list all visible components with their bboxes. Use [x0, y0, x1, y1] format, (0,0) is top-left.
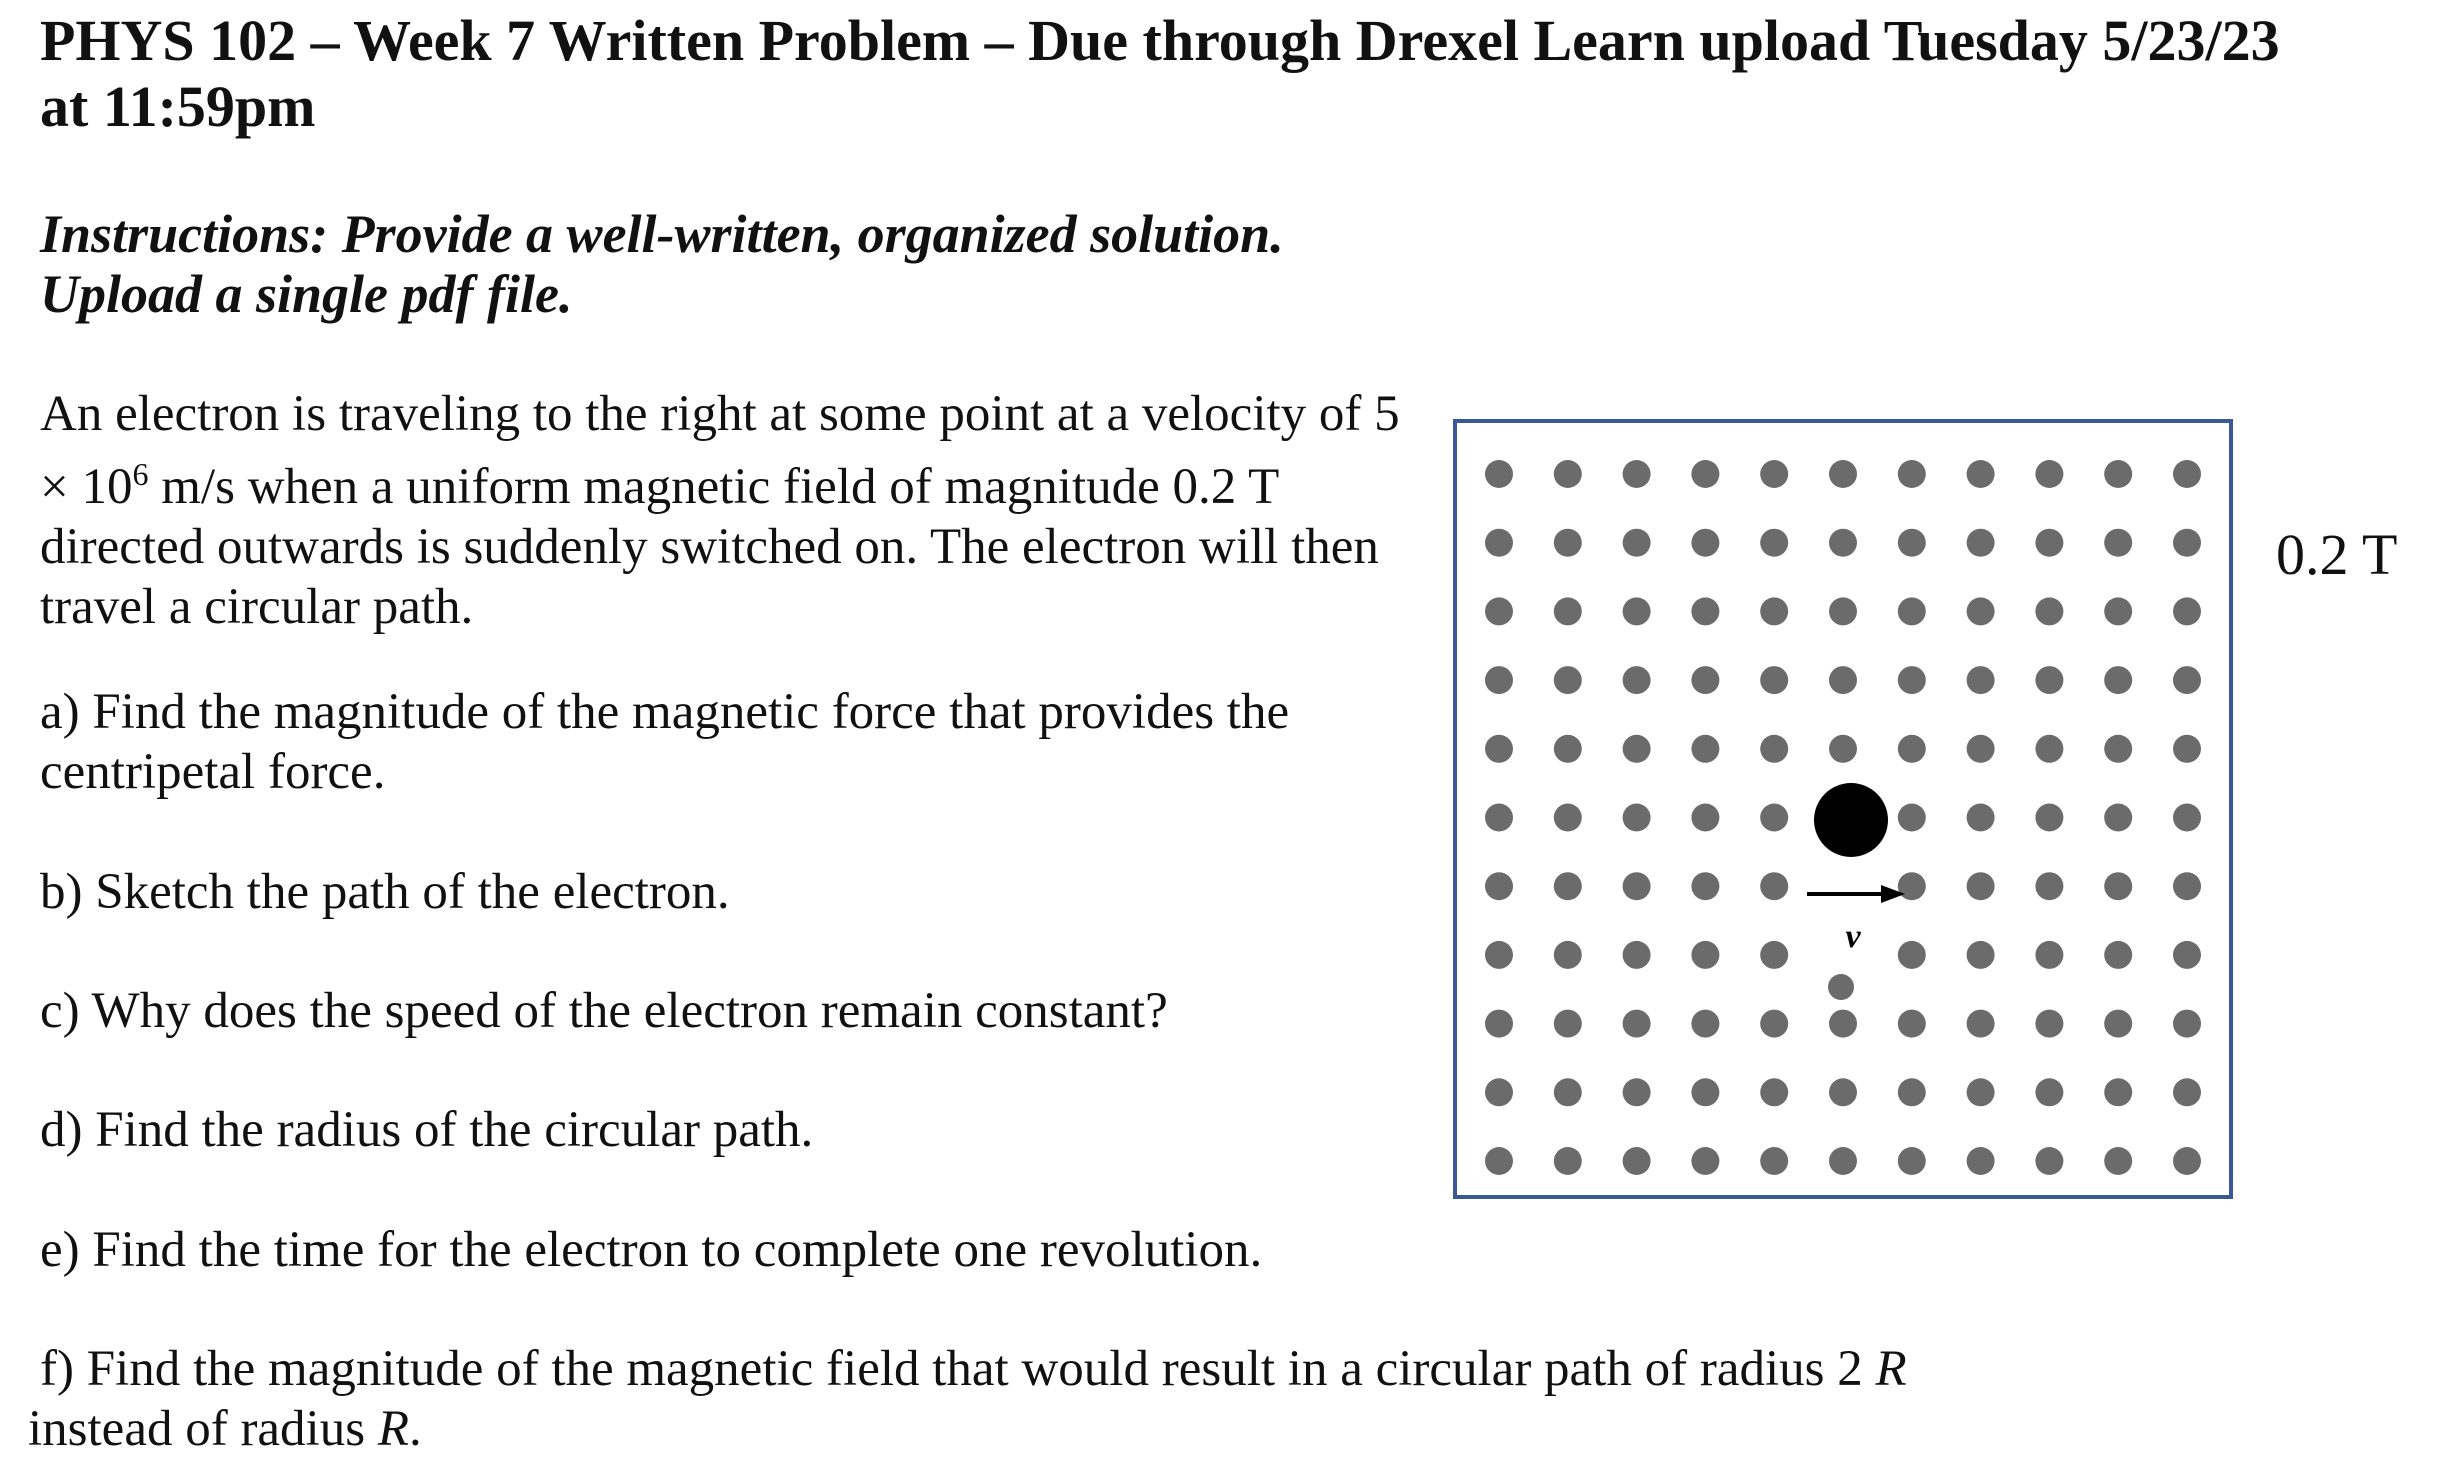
- field-dot: [2173, 666, 2201, 694]
- field-dot: [2035, 460, 2063, 488]
- field-dot: [1967, 804, 1995, 832]
- field-dot: [1691, 460, 1719, 488]
- field-dot: [2104, 1078, 2132, 1106]
- field-dot: [1898, 1010, 1926, 1038]
- field-dot: [1623, 666, 1651, 694]
- field-dot: [1967, 1010, 1995, 1038]
- field-dot: [1485, 1078, 1513, 1106]
- part-a: a) Find the magnitude of the magnetic force that provides the centripetal force.: [40, 684, 1290, 800]
- field-dot: [1554, 666, 1582, 694]
- part-f-text-start: f) Find the magnitude of the magnetic field that would result in a circular path of radius 2: [40, 1341, 1876, 1397]
- field-dot: [2035, 1078, 2063, 1106]
- field-dot: [1898, 804, 1926, 832]
- field-dot: [1898, 1078, 1926, 1106]
- field-dot: [2104, 597, 2132, 625]
- field-dot: [2104, 804, 2132, 832]
- field-dot: [1829, 1010, 1857, 1038]
- field-dot: [1829, 735, 1857, 763]
- field-dot: [1898, 666, 1926, 694]
- field-dot: [1898, 872, 1926, 900]
- field-dot: [1829, 1147, 1857, 1175]
- field-dot: [1623, 597, 1651, 625]
- part-c: c) Why does the speed of the electron remain constant?: [40, 983, 1168, 1039]
- page-title: PHYS 102 – Week 7 Written Problem – Due through Drexel Learn upload Tuesday 5/23/23 at 11:59pm: [40, 8, 2280, 139]
- field-dot: [1691, 529, 1719, 557]
- field-dot: [1967, 666, 1995, 694]
- field-dot: [1554, 804, 1582, 832]
- field-dot: [1691, 666, 1719, 694]
- instructions-text: Instructions: Provide a well-written, organized solution. Upload a single pdf file.: [40, 204, 1284, 324]
- field-dot: [1554, 1078, 1582, 1106]
- field-dot: [2035, 735, 2063, 763]
- intro-text-end: m/s when a uniform magnetic field of magnitude 0.2 T directed outwards is suddenly switched on. The electron will then travel a circular path.: [40, 459, 1379, 635]
- field-dot: [2035, 597, 2063, 625]
- field-dot: [2035, 804, 2063, 832]
- field-dot: [1898, 460, 1926, 488]
- field-dot: [1760, 872, 1788, 900]
- part-b: b) Sketch the path of the electron.: [40, 864, 730, 920]
- field-dot: [1623, 460, 1651, 488]
- field-dot: [1898, 529, 1926, 557]
- field-dot: [1554, 597, 1582, 625]
- field-dot: [2104, 460, 2132, 488]
- intro-exponent: 6: [132, 456, 149, 492]
- field-dot: [1760, 666, 1788, 694]
- field-dot: [2035, 666, 2063, 694]
- field-dot: [2173, 1078, 2201, 1106]
- field-dot: [2104, 1010, 2132, 1038]
- field-dot: [1554, 1147, 1582, 1175]
- field-dot: [1623, 804, 1651, 832]
- field-dot: [1967, 1147, 1995, 1175]
- field-dot: [1760, 597, 1788, 625]
- field-dot: [1485, 735, 1513, 763]
- field-dot: [1623, 1010, 1651, 1038]
- velocity-arrow: [1807, 885, 1905, 903]
- field-dot: [1485, 597, 1513, 625]
- field-dot: [1554, 460, 1582, 488]
- field-dot: [1623, 1147, 1651, 1175]
- field-dot: [2173, 460, 2201, 488]
- field-dot: [1898, 941, 1926, 969]
- field-dot: [1485, 804, 1513, 832]
- field-dot: [1760, 460, 1788, 488]
- field-dot: [2173, 597, 2201, 625]
- field-dot: [2104, 735, 2132, 763]
- field-dot: [1485, 1010, 1513, 1038]
- field-dot: [2104, 872, 2132, 900]
- part-e: e) Find the time for the electron to complete one revolution.: [40, 1222, 1263, 1278]
- electron-dot: [1814, 783, 1888, 857]
- field-dot: [2173, 804, 2201, 832]
- field-dot: [1967, 1078, 1995, 1106]
- field-dot: [2104, 1147, 2132, 1175]
- field-dot: [1485, 941, 1513, 969]
- field-dot: [2173, 872, 2201, 900]
- field-dot: [1967, 941, 1995, 969]
- field-dot: [1554, 735, 1582, 763]
- field-dot: [2173, 529, 2201, 557]
- field-dot: [1760, 529, 1788, 557]
- field-dot: [2173, 1010, 2201, 1038]
- field-dot: [1829, 529, 1857, 557]
- field-dot: [1898, 735, 1926, 763]
- field-dot: [1623, 1078, 1651, 1106]
- field-dot: [2035, 529, 2063, 557]
- field-dot: [1898, 597, 1926, 625]
- field-dot: [1691, 804, 1719, 832]
- field-dot: [2173, 941, 2201, 969]
- field-dot: [1967, 597, 1995, 625]
- field-dot: [1967, 872, 1995, 900]
- field-dot: [2104, 529, 2132, 557]
- field-dot: [1760, 1147, 1788, 1175]
- electron-trail-dot: [1828, 974, 1854, 1000]
- field-dot: [2104, 666, 2132, 694]
- field-dot: [1623, 872, 1651, 900]
- field-dot: [1554, 529, 1582, 557]
- field-dot: [2173, 735, 2201, 763]
- part-f-radius-symbol-1: R: [1875, 1341, 1907, 1397]
- field-dot: [1485, 460, 1513, 488]
- field-dot: [1623, 941, 1651, 969]
- intro-text-start: An electron is traveling to the right at some point at a velocity of 5 × 10: [40, 386, 1400, 515]
- field-dot: [1623, 529, 1651, 557]
- field-dot: [1967, 735, 1995, 763]
- velocity-label: v: [1845, 918, 1861, 955]
- field-dot: [1760, 804, 1788, 832]
- field-dot: [1554, 1010, 1582, 1038]
- part-f-radius-symbol-2: R: [377, 1401, 409, 1457]
- field-dot: [2173, 1147, 2201, 1175]
- part-f-text-end: .: [408, 1401, 422, 1457]
- field-dot: [1760, 941, 1788, 969]
- field-dot: [1554, 872, 1582, 900]
- field-dot: [1967, 529, 1995, 557]
- field-dot: [2035, 1147, 2063, 1175]
- field-dot: [2035, 941, 2063, 969]
- field-dot: [1485, 529, 1513, 557]
- field-dot: [1829, 666, 1857, 694]
- field-dot: [1623, 735, 1651, 763]
- field-dot: [1485, 872, 1513, 900]
- magnetic-field-figure: [1453, 419, 2233, 1199]
- field-dot: [1691, 597, 1719, 625]
- field-dot: [1691, 941, 1719, 969]
- field-dot: [1898, 1147, 1926, 1175]
- field-dot: [1485, 1147, 1513, 1175]
- field-dot: [1485, 666, 1513, 694]
- field-dot: [1691, 1010, 1719, 1038]
- field-dot: [1829, 460, 1857, 488]
- field-dot: [2035, 872, 2063, 900]
- field-dot: [1691, 1078, 1719, 1106]
- field-dot: [1691, 872, 1719, 900]
- field-dot: [1829, 597, 1857, 625]
- field-dot: [1829, 1078, 1857, 1106]
- part-d: d) Find the radius of the circular path.: [40, 1102, 814, 1158]
- field-dot: [1691, 735, 1719, 763]
- field-dot: [2104, 941, 2132, 969]
- problem-intro: [40, 384, 1420, 637]
- field-dot: [1760, 1010, 1788, 1038]
- field-dot: [1554, 941, 1582, 969]
- field-dot: [2035, 1010, 2063, 1038]
- part-f: [28, 1339, 2240, 1459]
- field-dot: [1760, 1078, 1788, 1106]
- field-dot: [1967, 460, 1995, 488]
- part-f-text-middle: instead of radius: [28, 1401, 378, 1457]
- field-dot: [1691, 1147, 1719, 1175]
- field-magnitude-label: 0.2 T: [2276, 522, 2398, 587]
- field-dot: [1760, 735, 1788, 763]
